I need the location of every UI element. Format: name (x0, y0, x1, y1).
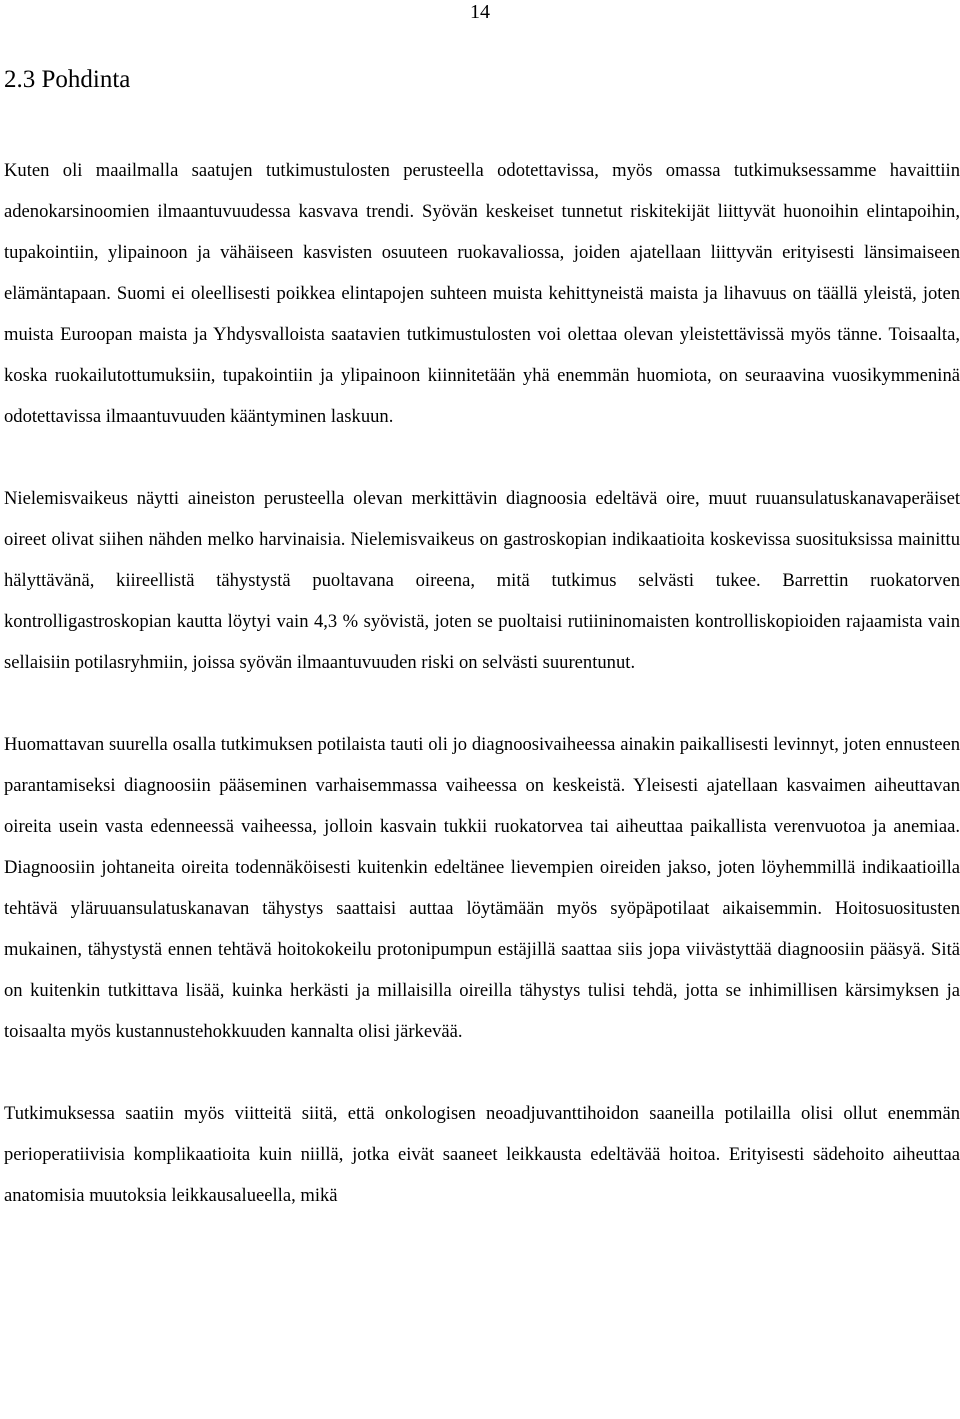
paragraph-3: Huomattavan suurella osalla tutkimuksen potilaista tauti oli jo diagnoosivaiheessa ainakin paikallisesti levinnyt, joten ennusteen parantamiseksi diagnoosiin pääseminen varhaisemmassa vaiheessa on keskeistä. Yleisesti ajatellaan kasvaimen aiheuttavan oireita usein vasta edenneessä vaiheessa, jolloin kasvain tukkii ruokatorvea tai aiheuttaa paikallista verenvuotoa ja anemiaa. Diagnoosiin johtaneita oireita todennäköisesti kuitenkin edeltänee lievempien oireiden jakso, joten löyhemmillä indikaatioilla tehtävä yläruuansulatuskanavan tähystys saattaisi auttaa löytämään myös syöpäpotilaat aikaisemmin. Hoitosuositusten mukainen, tähystystä ennen tehtävä hoitokokeilu protonipumpun estäjillä saattaa siis jopa viivästyttää diagnoosiin pääsyä. Sitä on kuitenkin tutkittava lisää, kuinka herkästi ja millaisilla oireilla tähystys tulisi tehdä, jotta se inhimillisen kärsimyksen ja toisaalta myös kustannustehokkuuden kannalta olisi järkevää. (4, 734, 960, 1042)
paragraph-1: Kuten oli maailmalla saatujen tutkimustulosten perusteella odotettavissa, myös omassa tutkimuksessamme havaittiin adenokarsinoomien ilmaantuvuudessa kasvava trendi. Syövän keskeiset tunnetut riskitekijät liittyvät huonoihin elintapoihin, tupakointiin, ylipainoon ja vähäiseen kasvisten osuuteen ruokavaliossa, joiden ajatellaan liittyvän erityisesti länsimaiseen elämäntapaan. Suomi ei oleellisesti poikkea elintapojen suhteen muista kehittyneistä maista ja lihavuus on täällä yleistä, joten muista Euroopan maista ja Yhdysvalloista saatavien tutkimustulosten voi olettaa olevan yleistettävissä myös tänne. Toisaalta, koska ruokailutottumuksiin, tupakointiin ja ylipainoon kiinnitetään yhä enemmän huomiota, on seuraavina vuosikymmeninä odotettavissa ilmaantuvuuden kääntyminen laskuun. (4, 160, 960, 427)
section-heading: 2.3 Pohdinta (4, 66, 131, 93)
paragraph-2: Nielemisvaikeus näytti aineiston perusteella olevan merkittävin diagnoosia edeltävä oire, muut ruuansulatuskanavaperäiset oireet olivat siihen nähden melko harvinaisia. Nielemisvaikeus on gastroskopian indikaatioita koskevissa suosituksissa mainittu hälyttävänä, kiireellistä tähystystä puoltavana oireena, mitä tutkimus selvästi tukee. Barrettin ruokatorven kontrolligastroskopian kautta löytyi vain 4,3 % syövistä, joten se puoltaisi rutiininomaisten kontrolliskopioiden rajaamista vain sellaisiin potilasryhmiin, joissa syövän ilmaantuvuuden riski on selvästi suurentunut. (4, 488, 960, 673)
page-number: 14 (470, 1, 490, 23)
paragraph-4: Tutkimuksessa saatiin myös viitteitä siitä, että onkologisen neoadjuvanttihoidon saaneilla potilailla olisi ollut enemmän perioperatiivisia komplikaatioita kuin niillä, jotka eivät saaneet leikkausta edeltävää hoitoa. Erityisesti sädehoito aiheuttaa anatomisia muutoksia leikkausalueella, mikä (4, 1103, 960, 1206)
body-text (4, 150, 960, 1257)
